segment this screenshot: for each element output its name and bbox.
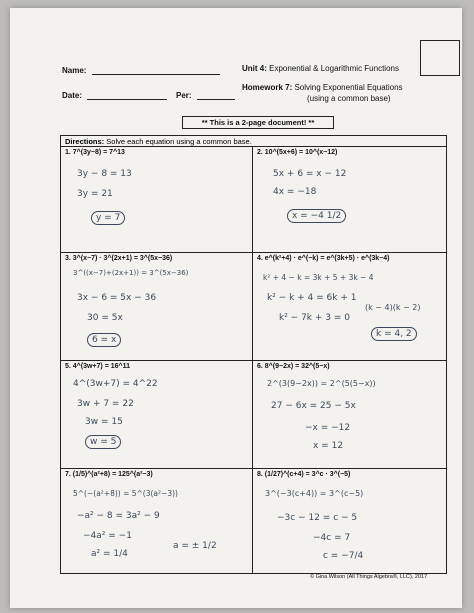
problem-6-step-4: x = 12 [313, 441, 344, 451]
problem-1-step-2: 3y = 21 [77, 189, 113, 199]
unit-title: Unit 4: Exponential & Logarithmic Functions [242, 64, 399, 73]
problem-cell-7 [61, 469, 253, 573]
date-field[interactable] [62, 91, 167, 100]
problem-8-label: 8. (1/27)^(c+4) = 3^c · 3^(−5) [257, 471, 351, 478]
problem-cell-6 [253, 361, 446, 469]
problem-3-step-1: 3^((x−7)+(2x+1)) = 3^(5x−36) [73, 269, 189, 277]
problem-7-label: 7. (1/5)^(a²+8) = 125^(a²−3) [65, 471, 153, 478]
problem-6-step-3: −x = −12 [305, 423, 351, 433]
problem-4-label: 4. e^(k²+4) · e^(−k) = e^(3k+5) · e^(3k−4) [257, 255, 390, 262]
copyright-footer: © Gina Wilson (All Things Algebra®, LLC), 2017 [310, 574, 428, 580]
name-label: Name: [62, 66, 87, 75]
problem-4-step-2: k² − k + 4 = 6k + 1 [267, 293, 357, 303]
problem-6-step-1: 2^(3(9−2x)) = 2^(5(5−x)) [267, 379, 376, 388]
per-label: Per: [176, 91, 192, 100]
problem-1-step-1: 3y − 8 = 13 [77, 169, 132, 179]
problem-5-step-2: 3w + 7 = 22 [77, 399, 134, 409]
problem-6-label: 6. 8^(9−2x) = 32^(5−x) [257, 363, 330, 370]
problem-8-step-3: −4c = 7 [313, 533, 351, 543]
problem-7-answer: a = ± 1/2 [173, 541, 217, 551]
problem-3-label: 3. 3^(x−7) · 3^(2x+1) = 3^(5x−36) [65, 255, 173, 262]
problem-5-step-1: 4^(3w+7) = 4^22 [73, 379, 158, 389]
problem-6-step-2: 27 − 6x = 25 − 5x [271, 401, 356, 411]
problem-grid [60, 135, 447, 574]
problem-cell-1 [61, 147, 253, 253]
problem-5-answer: w = 5 [85, 435, 121, 449]
homework-subtitle: (using a common base) [307, 94, 391, 103]
problem-3-step-2: 3x − 6 = 5x − 36 [77, 293, 157, 303]
problem-5-step-3: 3w = 15 [85, 417, 123, 427]
problem-7-step-3: −4a² = −1 [83, 531, 132, 541]
problem-4-step-3: k² − 7k + 3 = 0 [279, 313, 350, 323]
problem-4-step-1: k² + 4 − k = 3k + 5 + 3k − 4 [263, 273, 374, 282]
problem-cell-3 [61, 253, 253, 361]
date-label: Date: [62, 91, 83, 100]
problem-2-label: 2. 10^(5x+6) = 10^(x−12) [257, 149, 338, 156]
score-box [420, 40, 460, 76]
worksheet-page [10, 8, 462, 608]
problem-cell-5 [61, 361, 253, 469]
problem-cell-2 [253, 147, 446, 253]
problem-1-answer: y = 7 [91, 211, 125, 225]
problem-4-answer: k = 4, 2 [371, 327, 417, 341]
problem-2-answer: x = −4 1/2 [287, 209, 346, 223]
problem-1-label: 1. 7^(3y−8) = 7^13 [65, 149, 125, 156]
problem-4-step-4: (k − 4)(k − 2) [365, 303, 421, 312]
problem-2-step-1: 5x + 6 = x − 12 [273, 169, 347, 179]
two-page-banner: ** This is a 2-page document! ** [182, 116, 334, 129]
problem-3-answer: 6 = x [87, 333, 121, 347]
directions: Directions: Solve each equation using a common base. [61, 136, 446, 147]
problem-7-step-4: a² = 1/4 [91, 549, 128, 559]
problem-5-label: 5. 4^(3w+7) = 16^11 [65, 363, 130, 370]
problem-cell-8 [253, 469, 446, 573]
problem-cell-4 [253, 253, 446, 361]
period-field[interactable] [176, 91, 235, 100]
problem-7-step-1: 5^(−(a²+8)) = 5^(3(a²−3)) [73, 489, 178, 498]
problem-2-step-2: 4x = −18 [273, 187, 317, 197]
problem-8-answer: c = −7/4 [323, 551, 364, 561]
problem-3-step-3: 30 = 5x [87, 313, 123, 323]
name-field[interactable] [62, 66, 220, 75]
homework-title: Homework 7: Solving Exponential Equations [242, 83, 403, 92]
problem-7-step-2: −a² − 8 = 3a² − 9 [77, 511, 160, 521]
problem-8-step-1: 3^(−3(c+4)) = 3^(c−5) [265, 489, 364, 498]
problem-8-step-2: −3c − 12 = c − 5 [277, 513, 358, 523]
